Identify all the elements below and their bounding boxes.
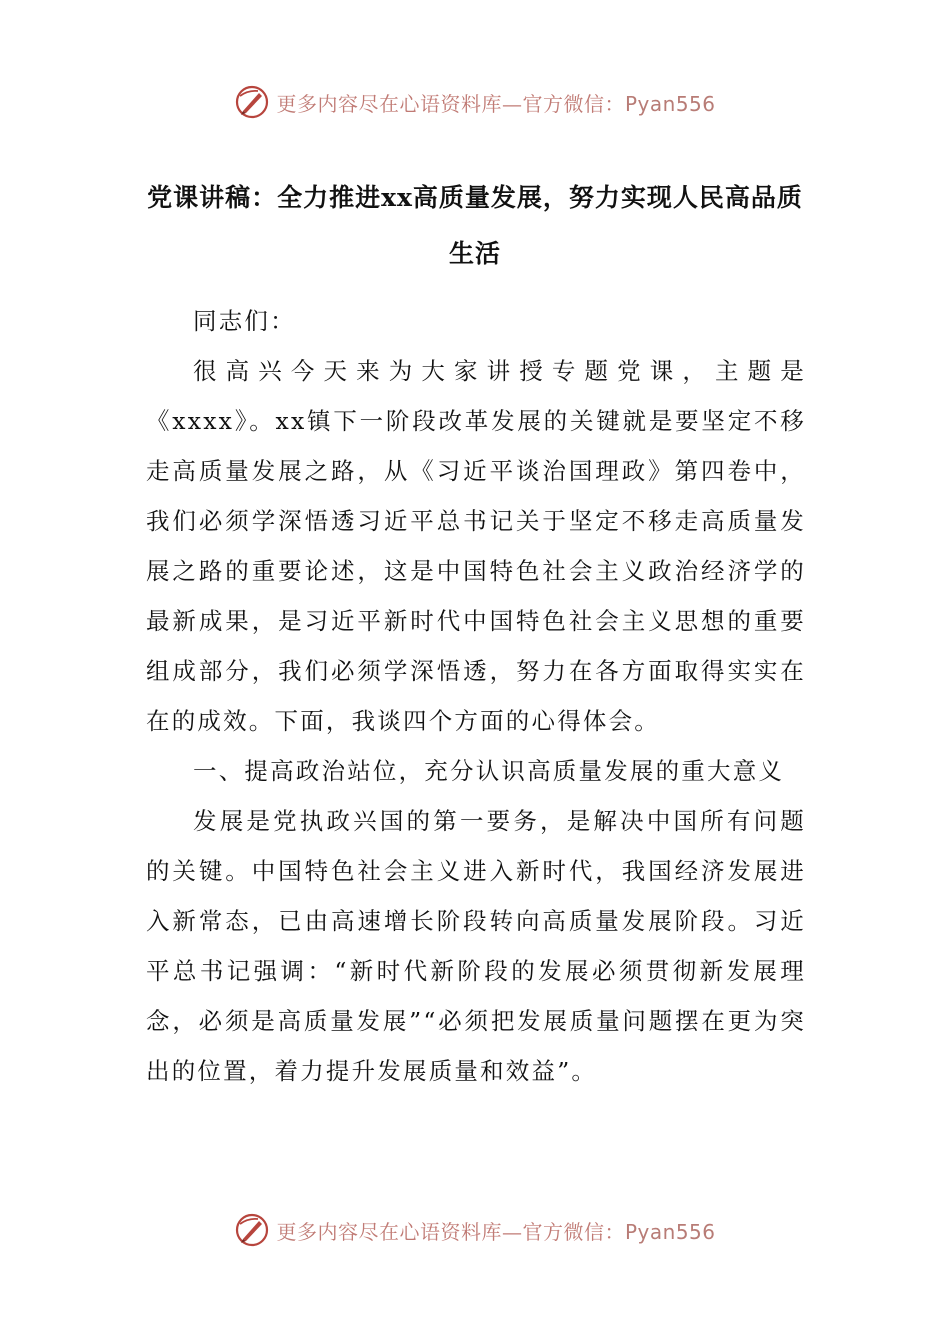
footer-watermark-banner (0, 1210, 950, 1250)
body-paragraph: 发展是党执政兴国的第一要务，是解决中国所有问题的关键。中国特色社会主义进入新时代，我国经济发展进入新常态，已由高速增长阶段转向高质量发展阶段。习近平总书记强调：“新时代新阶段的发展必须贯彻新发展理念，必须是高质量发展”“必须把发展质量问题摆在更为突出的位置，着力提升发展质量和效益”。 (146, 807, 806, 1085)
salutation: 同志们： (193, 307, 296, 335)
pen-logo-icon (234, 84, 270, 120)
document-body (146, 296, 806, 1096)
section-heading: 一、提高政治站位，充分认识高质量发展的重大意义 (193, 757, 785, 785)
watermark-text: 更多内容尽在心语资料库—官方微信：Pyan556 (276, 91, 716, 116)
header-watermark-banner (0, 82, 950, 122)
body-paragraph: 很高兴今天来为大家讲授专题党课，主题是《xxxx》。xx镇下一阶段改革发展的关键就是要坚定不移走高质量发展之路，从《习近平谈治国理政》第四卷中，我们必须学深悟透习近平总书记关于坚定不移走高质量发展之路的重要论述，这是中国特色社会主义政治经济学的最新成果，是习近平新时代中国特色社会主义思想的重要组成部分，我们必须学深悟透，努力在各方面取得实实在在的成效。下面，我谈四个方面的心得体会。 (146, 357, 806, 735)
document-title: 党课讲稿：全力推进xx高质量发展，努力实现人民高品质生活 (147, 183, 803, 268)
wechat-id: Pyan556 (624, 91, 716, 116)
pen-logo-icon (234, 1212, 270, 1248)
wechat-id: Pyan556 (624, 1219, 716, 1244)
watermark-text: 更多内容尽在心语资料库—官方微信：Pyan556 (276, 1219, 716, 1244)
